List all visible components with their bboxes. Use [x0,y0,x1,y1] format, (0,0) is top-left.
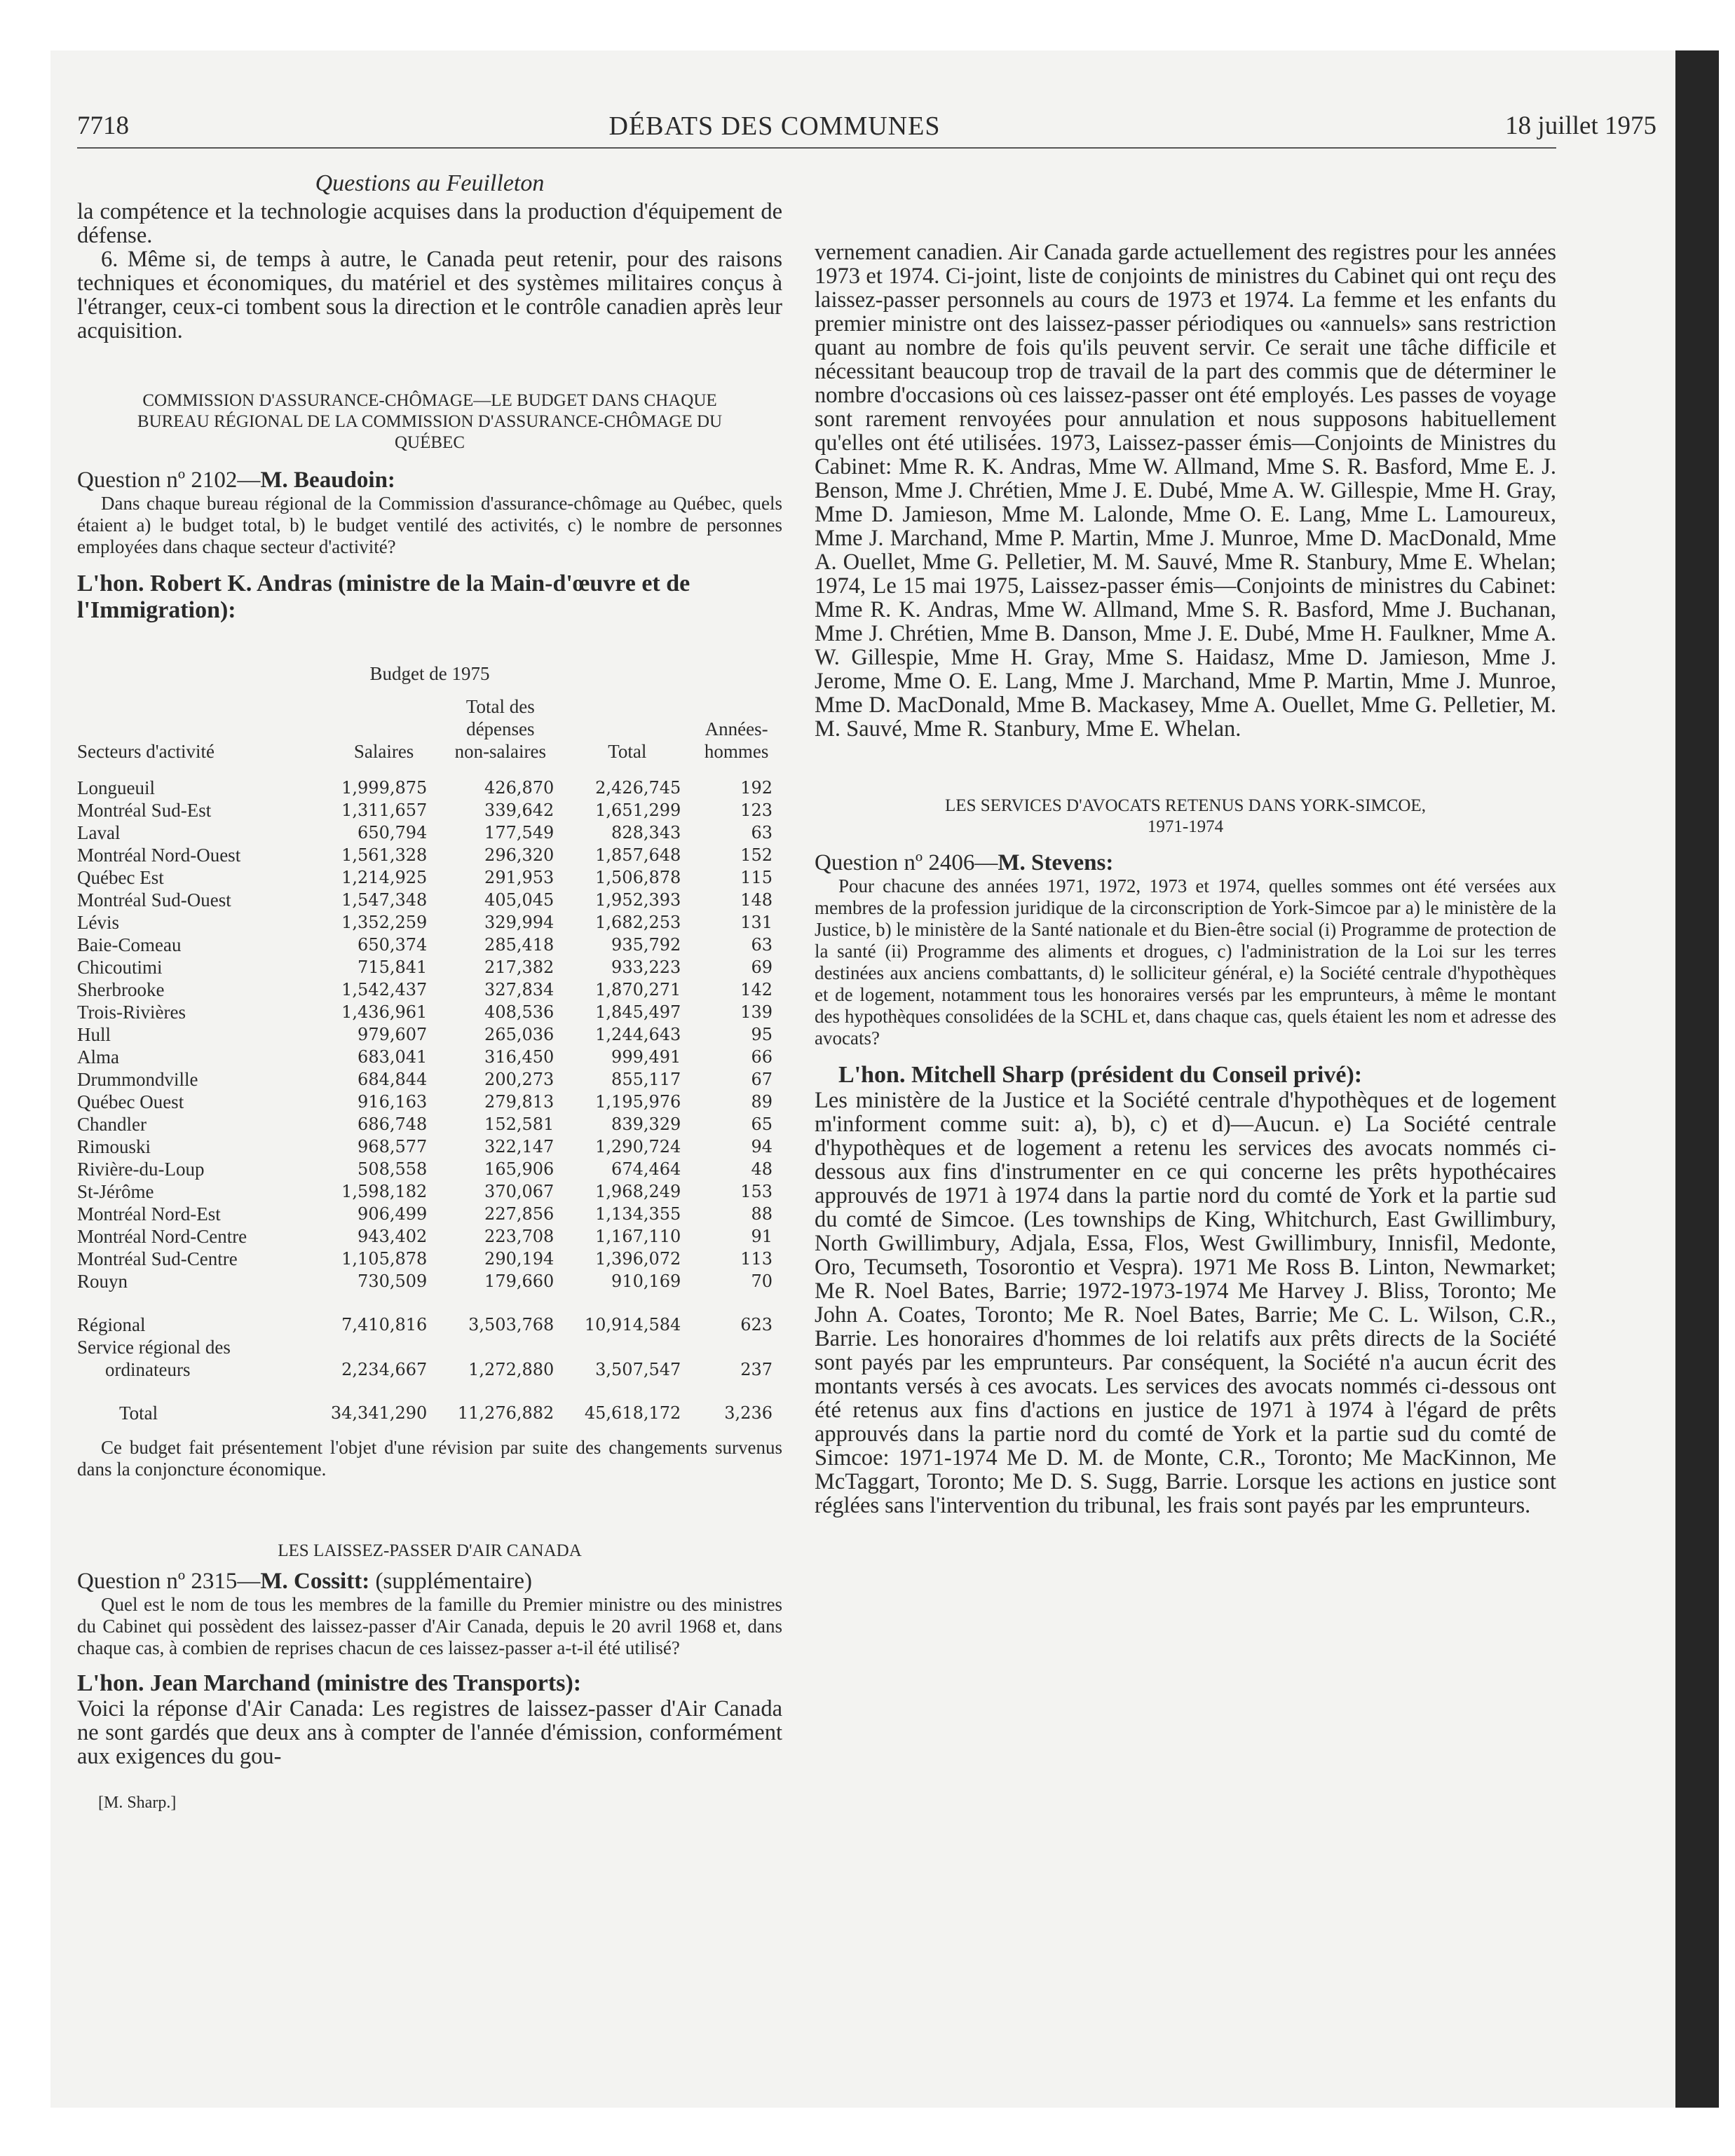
row-non: 370,067 [484,1182,554,1201]
budget-row [77,1135,782,1158]
budget-row [77,844,782,866]
row-hommes: 94 [751,1137,773,1157]
budget-row [77,1248,782,1270]
row-total: 1,682,253 [595,913,681,932]
row-hommes: 192 [740,778,773,798]
budget-rows [77,777,782,1292]
col-years-2: hommes [704,741,769,762]
row-hommes: 123 [740,800,773,820]
row-hommes: 148 [740,890,773,910]
q2406-line [815,850,1556,875]
row-hommes: 63 [751,823,773,842]
budget-row [77,1046,782,1068]
q2315-answer-continued: vernement canadien. Air Canada garde actuellement des registres pour les années 1973 et 1974. Ci-joint, liste de conjoints de ministres du Cabinet qui ont reçu des laissez-passer personnels au cours de 1973 et 1974. La femme et les enfants du premier ministre ont des laissez-passer périodiques ou «annuels» sans restriction quant au nombre de fois qu'ils peuvent servir. Ce serait une tâche difficile et nécessitant beaucoup trop de travail de la part des commis que de déterminer le nombre d'occasions où ces laissez-passer ont été employés. Les passes de voyage sont rarement renvoyées pour annulation et nous supposons habituellement qu'elles ont été utilisées. 1973, Laissez-passer émis—Conjoints de Ministres du Cabinet: Mme R. K. Andras, Mme W. Allmand, Mme S. R. Basford, Mme E. J. Benson, Mme J. Chrétien, Mme J. E. Dubé, Mme A. W. Gillespie, Mme H. Gray, Mme D. Jamieson, Mme M. Lalonde, Mme O. E. Lang, Mme L. Lamoureux, Mme J. Marchand, Mme P. Martin, Mme J. Munroe, Mme D. MacDonald, Mme A. Ouellet, Mme G. Pelletier, M. M. Sauvé, Mme R. Stanbury, Mme E. Whelan; 1974, Le 15 mai 1975, Laissez-passer émis—Conjoints de ministres du Cabinet: Mme R. K. Andras, Mme W. Allmand, Mme S. R. Basford, Mme J. Buchanan, Mme J. Chrétien, Mme B. Danson, Mme J. E. Dubé, Mme H. Faulkner, Mme A. W. Gillespie, Mme H. Gray, Mme S. Haidasz, Mme D. Jamieson, Mme J. Jerome, Mme O. E. Lang, Mme J. Marchand, Mme P. Martin, Mme J. Munroe, Mme D. MacDonald, Mme B. Mackasey, Mme A. Ouellet, Mme G. Pelletier, M. M. Sauvé, Mme R. Stanbury, Mme E. Whelan. [815,240,1556,742]
page-number: 7718 [77,111,129,140]
budget-row [77,1203,782,1225]
budget-row [77,1270,782,1292]
budget-service-row-2 [77,1358,782,1381]
q2315-asker: M. Cossitt: [260,1569,370,1594]
row-name: Total [119,1403,158,1424]
row-salaires: 1,311,657 [341,800,428,820]
row-salaires: 686,748 [358,1114,428,1134]
row-non: 265,036 [484,1025,554,1044]
row-name: Laval [77,822,121,843]
journal-title: DÉBATS DES COMMUNES [608,111,941,141]
row-hommes: 69 [751,957,773,977]
budget-row [77,1180,782,1203]
row-non: 285,418 [484,935,554,955]
row-salaires: 968,577 [358,1137,428,1157]
issue-date: 18 juillet 1975 [1505,111,1656,140]
row-hommes: 237 [740,1360,773,1379]
q2406-heading-2: 1971-1974 [1147,817,1224,836]
intro-point-6: 6. Même si, de temps à autre, le Canada peut retenir, pour des raisons techniques et économiques, du matériel et des systèmes militaires conçus à l'étranger, ceux-ci tombent sous la direction et le contrôle canadien après leur acquisition. [77,247,782,343]
row-non: 327,834 [484,980,554,999]
row-salaires: 730,509 [358,1271,428,1291]
row-total: 855,117 [611,1070,681,1089]
budget-row [77,1091,782,1113]
row-total: 1,651,299 [595,800,681,820]
row-salaires: 1,561,328 [341,845,428,865]
right-column [815,172,1556,1517]
row-name: Québec Est [77,867,164,888]
row-hommes: 65 [751,1114,773,1134]
row-hommes: 142 [740,980,773,999]
row-hommes: 131 [740,913,773,932]
row-non: 426,870 [484,778,554,798]
budget-row [77,821,782,844]
row-total: 674,464 [611,1159,681,1179]
row-name: Québec Ouest [77,1091,184,1112]
row-name: Rimouski [77,1136,151,1157]
row-total: 1,870,271 [595,980,681,999]
row-total: 1,396,072 [595,1249,681,1269]
row-salaires: 508,558 [358,1159,428,1179]
budget-row [77,1023,782,1046]
row-hommes: 139 [740,1002,773,1022]
q2406-answer: Les ministère de la Justice et la Société centrale d'hypothèques et de logement m'informent comme suit: a), b), c) et d)—Aucun. e) La Société centrale d'hypothèques et de logement a retenu les services des avocats nommés ci-dessous aux fins d'instrumenter en ce qui concerne les prêts hypothécaires approuvés de 1971 à 1974 dans la partie nord du comté de York et la partie sud du comté de Simcoe. (Les townships de King, Whitchurch, East Gwillimbury, North Gwillimbury, Adjala, Essa, Flos, West Gwillimbury, Innisfil, Medonte, Oro, Tecumseth, Tosorontio et Vespra). 1971 Me Ross B. Linton, Newmarket; Me R. Noel Bates, Barrie; 1972-1973-1974 Me Harvey J. Bliss, Toronto; Me John A. Coates, Toronto; Me R. Noel Bates, Barrie; Me C. L. Wilson, C.R., Barrie. Les honoraires d'hommes de loi relatifs aux prêts directs de la Société sont payés par les emprunteurs. Par conséquent, la Société n'a aucun écrit des montants versés à ces avocats. Les services des avocats nommés ci-dessous ont été retenus aux fins d'actions en justice de 1971 à 1974 à l'égard de prêts approuvés dans la partie nord du comté de York et la partie sud du comté de Simcoe: 1971-1974 Me D. M. de Monte, C.R., Toronto; Me MacKinnon, Me McTaggart, Toronto; Me D. S. Sugg, Barrie. Lorsque les actions en justice sont réglées sans l'intervention du tribunal, les frais sont payés par les emprunteurs. [815,1088,1556,1518]
row-non: 11,276,882 [457,1403,554,1423]
row-non: 177,549 [484,823,554,842]
budget-regional-row [77,1314,782,1336]
q2102-speaker: L'hon. Robert K. Andras (ministre de la Main-d'œuvre et de l'Immigration): [77,571,690,623]
budget-row [77,934,782,956]
row-non: 3,503,768 [468,1315,554,1335]
col-salaries: Salaires [353,741,414,762]
row-hommes: 48 [751,1159,773,1179]
row-name: Chicoutimi [77,957,163,978]
budget-row [77,1225,782,1248]
row-total: 1,134,355 [595,1204,681,1224]
budget-row [77,1113,782,1135]
row-name: Rivière-du-Loup [77,1159,205,1180]
row-hommes: 70 [751,1271,773,1291]
row-name: Montréal Sud-Centre [77,1248,238,1269]
row-hommes: 153 [740,1182,773,1201]
row-total: 933,223 [611,957,681,977]
row-salaires: 916,163 [358,1092,428,1112]
row-salaires: 979,607 [358,1025,428,1044]
q2315-answer-start: Voici la réponse d'Air Canada: Les registres de laissez-passer d'Air Canada ne sont gardés que deux ans à compter de l'année d'émission, conformément aux exigences du gou- [77,1696,782,1769]
row-total: 910,169 [611,1271,681,1291]
row-hommes: 113 [740,1249,773,1269]
row-total: 1,506,878 [595,868,681,887]
row-non: 179,660 [484,1271,554,1291]
row-non: 165,906 [484,1159,554,1179]
row-total: 1,952,393 [595,890,681,910]
row-name: ordinateurs [105,1359,191,1380]
row-name: Montréal Nord-Ouest [77,845,241,866]
row-non: 316,450 [484,1047,554,1067]
row-non: 322,147 [484,1137,554,1157]
budget-row [77,956,782,978]
col-nonsalaries [437,695,564,763]
row-name: Rouyn [77,1271,128,1292]
q2406-heading-1: LES SERVICES D'AVOCATS RETENUS DANS YORK-SIMCOE, [945,796,1426,815]
budget-table-note: Ce budget fait présentement l'objet d'une révision par suite des changements survenus dans la conjoncture économique. [77,1437,782,1480]
row-salaires: 906,499 [358,1204,428,1224]
row-name: Sherbrooke [77,979,165,1000]
budget-row [77,978,782,1001]
row-salaires: 1,214,925 [341,868,428,887]
row-non: 408,536 [484,1002,554,1022]
row-name: Service régional des [77,1337,231,1358]
q2406-asker: M. Stevens: [998,850,1114,875]
row-total: 1,244,643 [595,1025,681,1044]
header-rule [77,147,1556,149]
row-non: 405,045 [484,890,554,910]
row-salaires: 34,341,290 [330,1403,428,1423]
row-hommes: 67 [751,1070,773,1089]
row-hommes: 95 [751,1025,773,1044]
row-salaires: 1,999,875 [341,778,428,798]
row-salaires: 943,402 [358,1227,428,1246]
row-name: Montréal Nord-Est [77,1203,221,1224]
row-total: 1,195,976 [595,1092,681,1112]
page-signature: [M. Sharp.] [98,1794,177,1812]
row-salaires: 1,436,961 [341,1002,428,1022]
budget-total-row [77,1402,782,1424]
row-name: Alma [77,1046,119,1067]
row-hommes: 66 [751,1047,773,1067]
row-hommes: 152 [740,845,773,865]
budget-header-row [77,695,782,763]
budget-table [77,695,782,1424]
row-salaires: 1,598,182 [341,1182,428,1201]
q2406-text: Pour chacune des années 1971, 1972, 1973 et 1974, quelles sommes ont été versées aux membres de la profession juridique de la circonscription de York-Simcoe par a) le ministère de la Justice, b) le ministère de la Santé nationale et du Bien-être social (i) Programme de protection de la santé (ii) Programme des aliments et drogues, c) l'administration de la Loi sur les terres destinées aux anciens combattants, d) le solliciteur général, e) la Société centrale d'hypothèques et de logement, notamment tous les honoraires versés par les emprunteurs, à même le montant des hypothèques consolidées de la SCHL et, dans chaque cas, quels étaient les nom et adresse des avocats? [815,875,1556,1049]
row-hommes: 623 [740,1315,773,1335]
budget-service-row-1 [77,1336,782,1358]
row-non: 152,581 [484,1114,554,1134]
budget-row [77,777,782,799]
intro-continuation: la compétence et la technologie acquises dans la production d'équipement de défense. [77,199,782,248]
budget-row [77,889,782,911]
col-nonsalaries-3: non-salaires [454,741,547,762]
row-salaires: 1,547,348 [341,890,428,910]
row-non: 223,708 [484,1227,554,1246]
row-salaires: 1,352,259 [341,913,428,932]
col-total: Total [608,741,647,762]
q2102-label: Question nº 2102— [77,468,261,493]
budget-row [77,1068,782,1091]
row-name: Lévis [77,912,119,933]
row-salaires: 650,374 [358,935,428,955]
row-non: 1,272,880 [468,1360,554,1379]
row-total: 2,426,745 [595,778,681,798]
budget-row [77,866,782,889]
row-total: 828,343 [611,823,681,842]
row-hommes: 63 [751,935,773,955]
row-non: 329,994 [484,913,554,932]
row-hommes: 3,236 [724,1403,773,1423]
col-sector: Secteurs d'activité [77,741,215,762]
row-salaires: 7,410,816 [341,1315,428,1335]
col-years-1: Années- [705,718,768,739]
section-subtitle: Questions au Feuilleton [315,170,545,196]
row-name: Longueuil [77,777,155,798]
row-total: 1,167,110 [595,1227,681,1246]
col-nonsalaries-1: Total des [465,696,535,717]
row-name: Montréal Sud-Ouest [77,889,231,910]
q2315-speaker: L'hon. Jean Marchand (ministre des Transports): [77,1670,582,1696]
q2406-label: Question nº 2406— [815,850,998,875]
row-total: 1,290,724 [595,1137,681,1157]
row-name: Drummondville [77,1069,198,1090]
row-total: 3,507,547 [595,1360,681,1379]
q2315-asker-note: (supplémentaire) [369,1569,533,1594]
row-salaires: 2,234,667 [341,1360,428,1379]
row-total: 935,792 [611,935,681,955]
row-non: 296,320 [484,845,554,865]
row-total: 45,618,172 [584,1403,681,1423]
row-non: 339,642 [484,800,554,820]
scan-dark-edge [1675,50,1719,2108]
row-name: Trois-Rivières [77,1002,186,1023]
q2102-text: Dans chaque bureau régional de la Commission d'assurance-chômage au Québec, quels étaient a) le budget total, b) le budget ventilé des activités, c) le nombre de personnes employées dans chaque secteur d'activité? [77,493,782,557]
row-name: Montréal Sud-Est [77,800,212,821]
row-name: Régional [77,1314,146,1335]
col-nonsalaries-2: dépenses [466,718,535,739]
q2315-heading: LES LAISSEZ-PASSER D'AIR CANADA [278,1541,582,1560]
row-salaires: 684,844 [358,1070,428,1089]
row-total: 1,845,497 [595,1002,681,1022]
q2406-heading [857,796,1514,838]
row-total: 999,491 [611,1047,681,1067]
row-non: 291,953 [484,868,554,887]
q2102-line [77,468,782,493]
row-total: 1,857,648 [595,845,681,865]
row-non: 217,382 [484,957,554,977]
budget-table-title: Budget de 1975 [369,663,490,684]
row-salaires: 715,841 [358,957,428,977]
row-hommes: 89 [751,1092,773,1112]
row-salaires: 683,041 [358,1047,428,1067]
left-column [77,172,782,1815]
row-non: 227,856 [484,1204,554,1224]
row-name: Chandler [77,1114,147,1135]
col-years [690,695,782,763]
budget-row [77,911,782,934]
row-hommes: 91 [751,1227,773,1246]
row-hommes: 115 [740,868,773,887]
row-hommes: 88 [751,1204,773,1224]
budget-row [77,1001,782,1023]
row-name: Baie-Comeau [77,934,182,955]
row-salaires: 650,794 [358,823,428,842]
row-non: 279,813 [484,1092,554,1112]
row-total: 839,329 [611,1114,681,1134]
budget-row [77,799,782,821]
q2102-heading: COMMISSION D'ASSURANCE-CHÔMAGE—LE BUDGET DANS CHAQUE BUREAU RÉGIONAL DE LA COMMISSION D'ASSURANCE-CHÔMAGE DU QUÉBEC [137,391,723,452]
row-non: 200,273 [484,1070,554,1089]
row-total: 10,914,584 [584,1315,681,1335]
q2102-asker: M. Beaudoin: [260,468,395,493]
row-name: Montréal Nord-Centre [77,1226,247,1247]
row-non: 290,194 [484,1249,554,1269]
row-salaires: 1,105,878 [341,1249,428,1269]
row-name: Hull [77,1024,111,1045]
q2315-label: Question nº 2315— [77,1569,261,1594]
row-name: St-Jérôme [77,1181,154,1202]
q2406-speaker: L'hon. Mitchell Sharp (président du Conseil privé): [838,1062,1363,1088]
row-salaires: 1,542,437 [341,980,428,999]
row-total: 1,968,249 [595,1182,681,1201]
q2315-text: Quel est le nom de tous les membres de la famille du Premier ministre ou des ministres du Cabinet qui possèdent des laissez-passer d'Air Canada, depuis le 20 avril 1968 et, dans chaque cas, à combien de reprises chacun de ces laissez-passer a-t-il été utilisé? [77,1594,782,1658]
q2315-line [77,1569,782,1594]
budget-row [77,1158,782,1180]
